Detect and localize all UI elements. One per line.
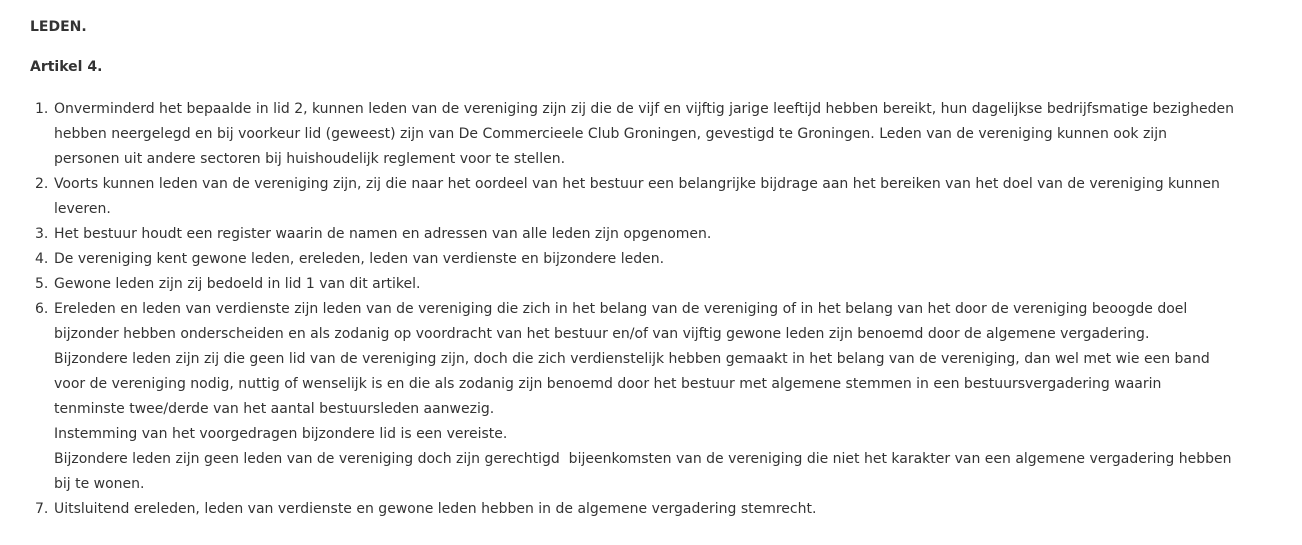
article-list [30, 97, 1280, 522]
list-item-text-line: hebben neergelegd en bij voorkeur lid (geweest) zijn van De Commercieele Club Groningen, gevestigd te Groningen. Leden van de vereniging kunnen ook zijn [54, 126, 1167, 142]
list-item-number: 3. [35, 226, 49, 242]
list-item-text-line: tenminste twee/derde van het aantal bestuursleden aanwezig. [54, 401, 495, 417]
list-item-text-line: bij te wonen. [54, 476, 145, 492]
list-item-number: 2. [35, 176, 49, 192]
list-item-text-line: Bijzondere leden zijn geen leden van de vereniging doch zijn gerechtigd bijeenkomsten van de vereniging die niet het karakter van een algemene vergadering hebben [54, 451, 1232, 467]
list-item-text-line: Instemming van het voorgedragen bijzondere lid is een vereiste. [54, 426, 508, 442]
section-title: LEDEN. [30, 19, 87, 35]
list-item [30, 172, 1280, 222]
list-item-text-line: Bijzondere leden zijn zij die geen lid van de vereniging zijn, doch die zich verdienstelijk hebben gemaakt in het belang van de vereniging, dan wel met wie een band [54, 351, 1210, 367]
list-item-number: 1. [35, 101, 49, 117]
list-item-text-line: bijzonder hebben onderscheiden en als zodanig op voordracht van het bestuur en/of van vijftig gewone leden zijn benoemd door de algemene vergadering. [54, 326, 1150, 342]
list-item-text-line: Onverminderd het bepaalde in lid 2, kunnen leden van de vereniging zijn zij die de vijf en vijftig jarige leeftijd hebben bereikt, hun dagelijkse bedrijfsmatige bezigheden [54, 101, 1235, 117]
list-item-number: 4. [35, 251, 49, 267]
list-item-text-line: leveren. [54, 201, 111, 217]
list-item [30, 297, 1280, 497]
list-item-number: 7. [35, 501, 49, 517]
list-item [30, 247, 1280, 272]
list-item-number: 5. [35, 276, 49, 292]
list-item-text-line: Uitsluitend ereleden, leden van verdienste en gewone leden hebben in de algemene vergadering stemrecht. [54, 501, 817, 517]
list-item [30, 272, 1280, 297]
list-item-text-line: Het bestuur houdt een register waarin de namen en adressen van alle leden zijn opgenomen. [54, 226, 712, 242]
list-item-text-line: Ereleden en leden van verdienste zijn leden van de vereniging die zich in het belang van de vereniging of in het belang van het door de vereniging beoogde doel [54, 301, 1188, 317]
list-item-number: 6. [35, 301, 49, 317]
list-item-text-line: personen uit andere sectoren bij huishoudelijk reglement voor te stellen. [54, 151, 566, 167]
article-title: Artikel 4. [30, 59, 103, 75]
list-item-text-line: De vereniging kent gewone leden, ereleden, leden van verdienste en bijzondere leden. [54, 251, 665, 267]
list-item-text-line: Voorts kunnen leden van de vereniging zijn, zij die naar het oordeel van het bestuur een belangrijke bijdrage aan het bereiken van het doel van de vereniging kunnen [54, 176, 1220, 192]
list-item-text-line: voor de vereniging nodig, nuttig of wenselijk is en die als zodanig zijn benoemd door het bestuur met algemene stemmen in een bestuursvergadering waarin [54, 376, 1162, 392]
list-item [30, 222, 1280, 247]
list-item [30, 97, 1280, 172]
list-item-text-line: Gewone leden zijn zij bedoeld in lid 1 van dit artikel. [54, 276, 421, 292]
list-item [30, 497, 1280, 522]
